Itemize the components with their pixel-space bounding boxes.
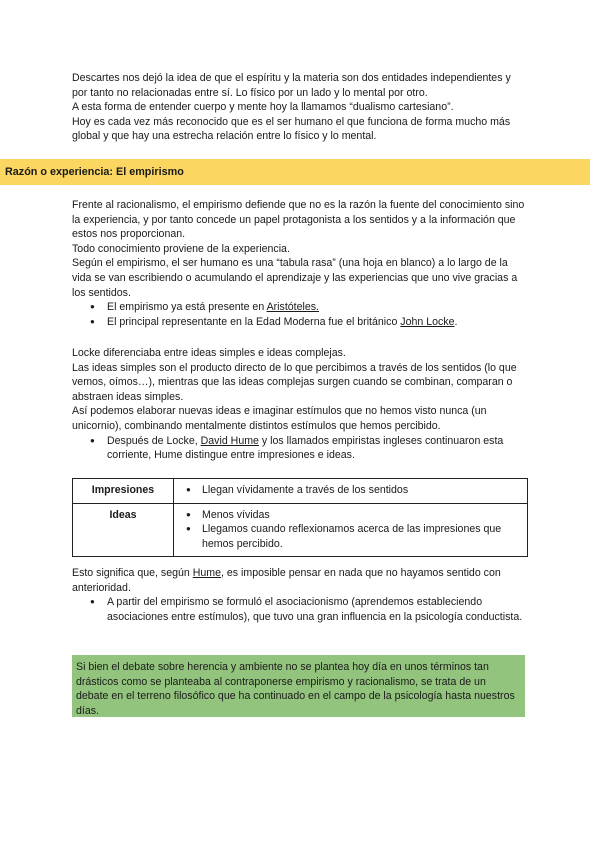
list-item: ● Llegamos cuando reflexionamos acerca de las impresiones que hemos percibido. [174,522,521,551]
paragraph: Según el empirismo, el ser humano es una “tabula rasa” (una hoja en blanco) a lo largo de la vida se van escribiendo o acumulando el aprendizaje y las experiencias que uno vive gracias a los sentidos. [72,257,518,299]
john-locke-link[interactable]: John Locke [400,315,455,328]
intro-paragraph: Hoy es cada vez más reconocido que es el ser humano el que funciona de forma mucho más global y que hay una estrecha relación entre lo físico y lo mental. [72,115,511,143]
callout-box: Si bien el debate sobre herencia y ambiente no se plantea hoy día en unos términos tan drásticos como se planteaba al contraponerse empirismo y racionalismo, se trata de un debate en el terreno filosófico que ha continuado en el campo de la psicología hasta nuestros días. [72,655,525,717]
paragraph: Todo conocimiento proviene de la experiencia. [72,242,290,255]
paragraph [72,566,528,595]
table-key-cell: Ideas [73,503,174,557]
hume-section [72,566,528,624]
para-text: , es imposible pensar en nada que no hayamos sentido con anterioridad. [72,567,501,594]
bullet-text: El empirismo ya está presente en [107,301,267,314]
bullet-list [72,434,528,463]
bullet-text: El principal representante en la Edad Moderna fue el británico [107,315,401,328]
paragraph: Frente al racionalismo, el empirismo defiende que no es la razón la fuente del conocimiento sino la experiencia, y por tanto concede un papel protagonista a los sentidos y a la información que estos nos proporcionan. [72,199,525,241]
impressions-ideas-table [72,478,528,557]
table-value-cell [174,503,528,557]
bullet-end: . [454,315,458,328]
section-heading: Razón o experiencia: El empirismo [5,166,184,178]
list-item [72,315,528,330]
table-value-cell [174,479,528,504]
bullet-list [72,300,528,329]
david-hume-link[interactable]: David Hume [200,434,259,447]
section-heading-bar [0,159,590,185]
table-row [73,479,528,504]
aristoteles-link[interactable]: Aristóteles. [266,301,319,314]
table-key-cell: Impresiones [73,479,174,504]
cell-list [174,508,521,552]
bullet-list [72,595,528,624]
list-item: ● A partir del empirismo se formuló el asociacionismo (aprendemos estableciendo asociaciones entre estímulos), que tuvo una gran influencia en la psicología conductista. [72,595,528,624]
bullet-text: y los llamados empiristas ingleses continuaron esta corriente, Hume distingue entre impresiones e ideas. [107,434,504,462]
intro-paragraph: A esta forma de entender cuerpo y mente hoy la llamamos “dualismo cartesiano”. [72,101,454,114]
paragraph: Así podemos elaborar nuevas ideas e imaginar estímulos que no hemos visto nunca (un unicornio), combinando mentalmente distintos estímulos que hemos percibido. [72,405,487,432]
empiricism-section [72,198,528,329]
para-text: Esto significa que, según [72,567,193,579]
locke-section [72,346,528,463]
list-item [72,434,528,463]
list-item: ● Menos vívidas [174,508,521,523]
paragraph: Locke diferenciaba entre ideas simples e ideas complejas. [72,347,346,359]
list-item: ● Llegan vívidamente a través de los sentidos [174,483,521,498]
table-row [73,503,528,557]
paragraph: Las ideas simples son el producto directo de lo que percibimos a través de los sentidos (lo que vemos, oímos…), mientras que las ideas complejas surgen cuando se combinan, comparan o abstraen ideas simples. [72,361,517,403]
cell-list [174,483,521,498]
bullet-text: Después de Locke, [107,434,201,447]
hume-link[interactable]: Hume [192,567,221,579]
intro-block [72,71,528,144]
list-item [72,300,528,315]
intro-paragraph: Descartes nos dejó la idea de que el espíritu y la materia son dos entidades independientes y por tanto no relacionadas entre sí. Lo físico por un lado y lo mental por otro. [72,72,511,99]
